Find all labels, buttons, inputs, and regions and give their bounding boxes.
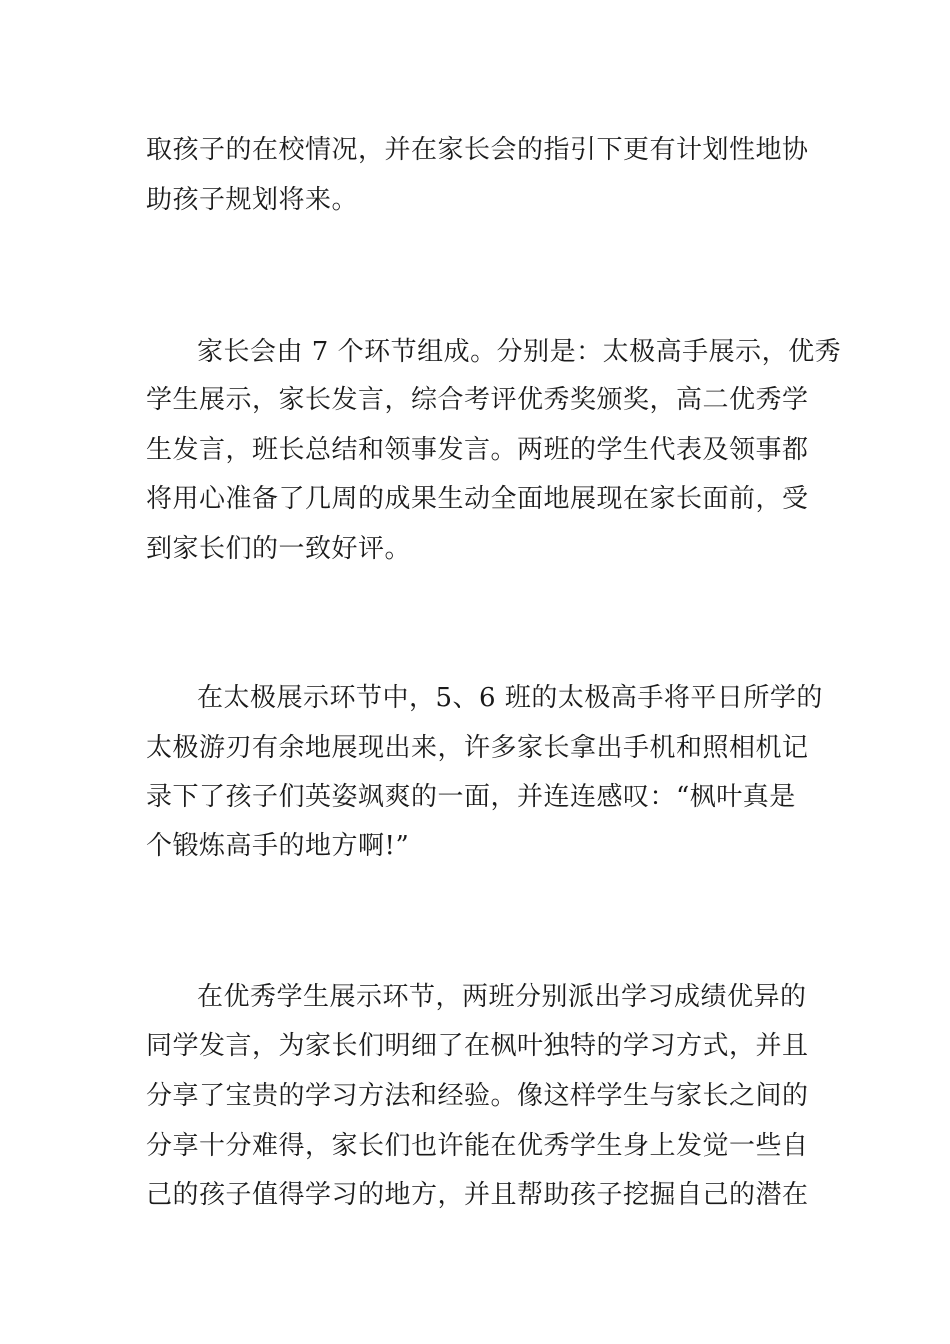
paragraph-2-line-4: 将用心准备了几周的成果生动全面地展现在家长面前，受 [146,484,809,514]
paragraph-1-line-2: 助孩子规划将来。 [146,185,359,215]
paragraph-4-line-4: 分享十分难得，家长们也许能在优秀学生身上发觉一些自 [146,1131,809,1161]
paragraph-2-line-2: 学生展示，家长发言，综合考评优秀奖颁奖，高二优秀学 [146,385,809,415]
paragraph-3-line-2: 太极游刃有余地展现出来，许多家长拿出手机和照相机记 [146,733,809,763]
paragraph-3-line-3: 录下了孩子们英姿飒爽的一面，并连连感叹：“枫叶真是 [146,782,796,812]
paragraph-4-line-2: 同学发言，为家长们明细了在枫叶独特的学习方式，并且 [146,1031,809,1061]
paragraph-4-line-3: 分享了宝贵的学习方法和经验。像这样学生与家长之间的 [146,1081,809,1111]
paragraph-3-line-4: 个锻炼高手的地方啊!” [146,831,410,861]
paragraph-1-line-1: 取孩子的在校情况，并在家长会的指引下更有计划性地协 [146,135,809,165]
paragraph-2-line-3: 生发言，班长总结和领事发言。两班的学生代表及领事都 [146,435,809,465]
paragraph-4-line-5: 己的孩子值得学习的地方，并且帮助孩子挖掘自己的潜在 [146,1180,809,1210]
paragraph-3-line-1: 在太极展示环节中，5、6 班的太极高手将平日所学的 [197,683,823,713]
paragraph-2-line-1: 家长会由 7 个环节组成。分别是：太极高手展示，优秀 [197,337,842,367]
paragraph-4-line-1: 在优秀学生展示环节，两班分别派出学习成绩优异的 [197,982,807,1012]
paragraph-2-line-5: 到家长们的一致好评。 [146,534,412,564]
